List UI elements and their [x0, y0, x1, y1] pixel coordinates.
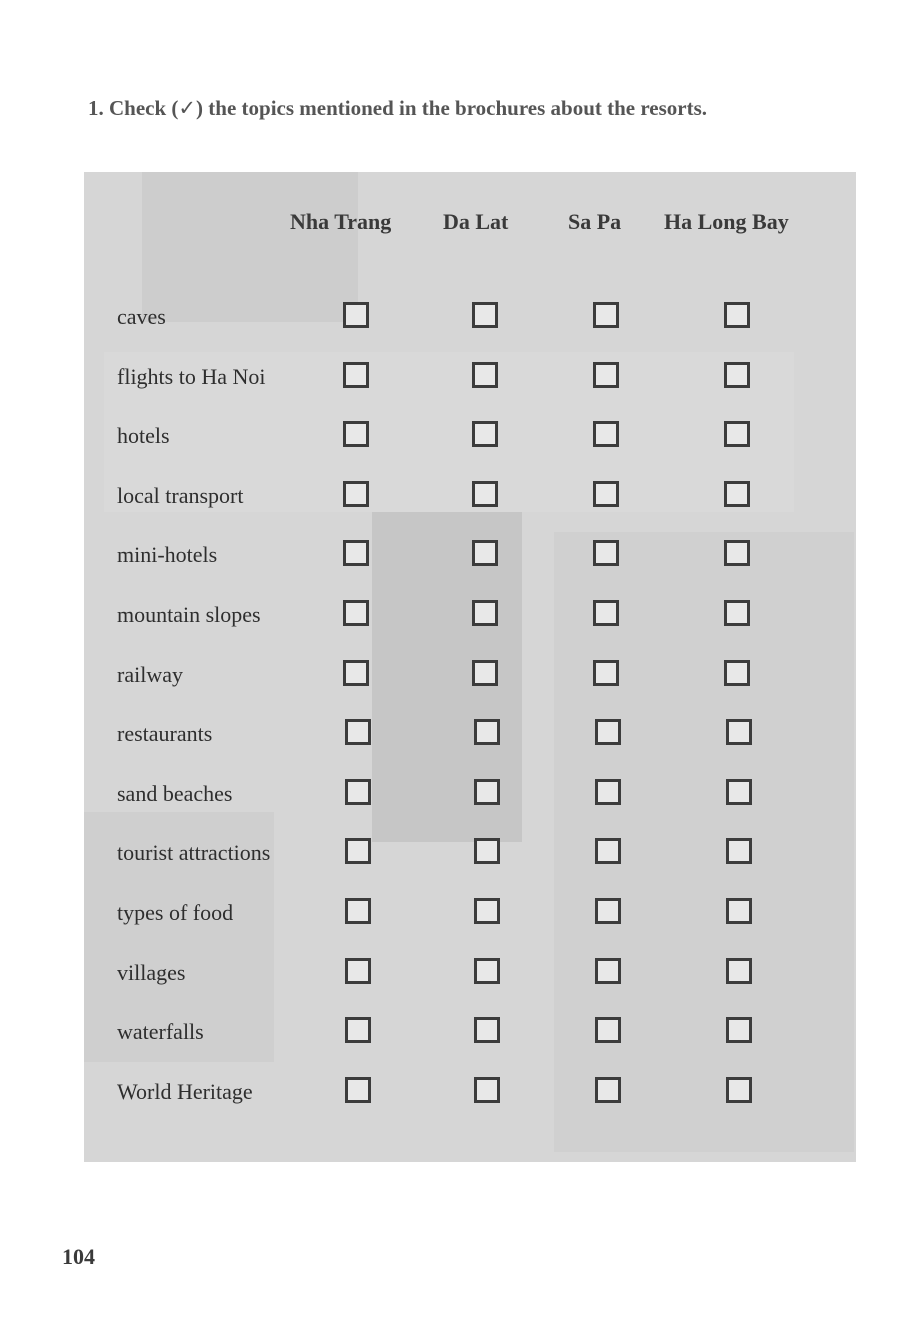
checkbox-da-lat[interactable] — [472, 540, 498, 566]
checkmark-icon: ✓ — [178, 96, 197, 120]
checkbox-da-lat[interactable] — [474, 1017, 500, 1043]
checkbox-sa-pa[interactable] — [595, 779, 621, 805]
checkbox-nha-trang[interactable] — [345, 779, 371, 805]
checkbox-nha-trang[interactable] — [343, 540, 369, 566]
checkbox-nha-trang[interactable] — [345, 719, 371, 745]
checkbox-ha-long-bay[interactable] — [724, 421, 750, 447]
checkbox-da-lat[interactable] — [474, 1077, 500, 1103]
row-label: flights to Ha Noi — [117, 364, 266, 389]
checkbox-ha-long-bay[interactable] — [724, 362, 750, 388]
column-header-ha-long-bay: Ha Long Bay — [664, 209, 789, 234]
checkbox-sa-pa[interactable] — [593, 481, 619, 507]
row-label: villages — [117, 960, 186, 985]
checkbox-nha-trang[interactable] — [345, 958, 371, 984]
checkbox-sa-pa[interactable] — [593, 421, 619, 447]
checkbox-da-lat[interactable] — [472, 302, 498, 328]
checkbox-sa-pa[interactable] — [593, 660, 619, 686]
checkbox-nha-trang[interactable] — [343, 600, 369, 626]
checkbox-ha-long-bay[interactable] — [724, 600, 750, 626]
checkbox-sa-pa[interactable] — [595, 1017, 621, 1043]
checkbox-da-lat[interactable] — [474, 958, 500, 984]
checkbox-da-lat[interactable] — [472, 362, 498, 388]
checkbox-sa-pa[interactable] — [595, 1077, 621, 1103]
row-label: caves — [117, 304, 166, 329]
exercise-number: 1. — [88, 96, 104, 120]
column-header-nha-trang: Nha Trang — [290, 209, 392, 234]
checkbox-sa-pa[interactable] — [593, 302, 619, 328]
checkbox-ha-long-bay[interactable] — [724, 302, 750, 328]
row-label: types of food — [117, 900, 234, 925]
column-header-sa-pa: Sa Pa — [568, 209, 622, 234]
checkbox-ha-long-bay[interactable] — [724, 481, 750, 507]
exercise-instruction — [88, 96, 707, 121]
row-label: World Heritage — [117, 1079, 253, 1104]
checkbox-da-lat[interactable] — [472, 600, 498, 626]
checkbox-sa-pa[interactable] — [595, 719, 621, 745]
checkbox-nha-trang[interactable] — [343, 660, 369, 686]
checkbox-ha-long-bay[interactable] — [726, 779, 752, 805]
row-label: sand beaches — [117, 781, 233, 806]
checkbox-ha-long-bay[interactable] — [724, 660, 750, 686]
checkbox-da-lat[interactable] — [474, 719, 500, 745]
instruction-text-end: ) the topics mentioned in the brochures about the resorts. — [196, 96, 708, 120]
instruction-text-start: Check ( — [109, 96, 179, 120]
page-number: 104 — [62, 1244, 95, 1269]
checkbox-da-lat[interactable] — [474, 838, 500, 864]
checkbox-da-lat[interactable] — [474, 779, 500, 805]
checkbox-ha-long-bay[interactable] — [726, 898, 752, 924]
row-label: railway — [117, 662, 183, 687]
checkbox-sa-pa[interactable] — [593, 600, 619, 626]
checkbox-nha-trang[interactable] — [345, 838, 371, 864]
row-label: restaurants — [117, 721, 213, 746]
checkbox-nha-trang[interactable] — [343, 302, 369, 328]
checkbox-ha-long-bay[interactable] — [724, 540, 750, 566]
checkbox-nha-trang[interactable] — [345, 898, 371, 924]
checkbox-sa-pa[interactable] — [593, 540, 619, 566]
checkbox-ha-long-bay[interactable] — [726, 719, 752, 745]
row-label: mini-hotels — [117, 542, 218, 567]
checkbox-ha-long-bay[interactable] — [726, 1017, 752, 1043]
row-label: hotels — [117, 423, 170, 448]
checkbox-sa-pa[interactable] — [593, 362, 619, 388]
checkbox-da-lat[interactable] — [474, 898, 500, 924]
checkbox-sa-pa[interactable] — [595, 898, 621, 924]
checkbox-nha-trang[interactable] — [343, 362, 369, 388]
checkbox-nha-trang[interactable] — [343, 481, 369, 507]
checkbox-nha-trang[interactable] — [345, 1077, 371, 1103]
row-label: mountain slopes — [117, 602, 261, 627]
checkbox-nha-trang[interactable] — [343, 421, 369, 447]
column-header-da-lat: Da Lat — [443, 209, 509, 234]
row-label: tourist attractions — [117, 840, 271, 865]
checkbox-nha-trang[interactable] — [345, 1017, 371, 1043]
checkbox-da-lat[interactable] — [472, 660, 498, 686]
faded-photo — [142, 172, 358, 322]
row-label: local transport — [117, 483, 244, 508]
checkbox-sa-pa[interactable] — [595, 838, 621, 864]
checkbox-ha-long-bay[interactable] — [726, 838, 752, 864]
checkbox-da-lat[interactable] — [472, 481, 498, 507]
checkbox-da-lat[interactable] — [472, 421, 498, 447]
row-label: waterfalls — [117, 1019, 204, 1044]
checkbox-sa-pa[interactable] — [595, 958, 621, 984]
checkbox-ha-long-bay[interactable] — [726, 1077, 752, 1103]
checkbox-ha-long-bay[interactable] — [726, 958, 752, 984]
